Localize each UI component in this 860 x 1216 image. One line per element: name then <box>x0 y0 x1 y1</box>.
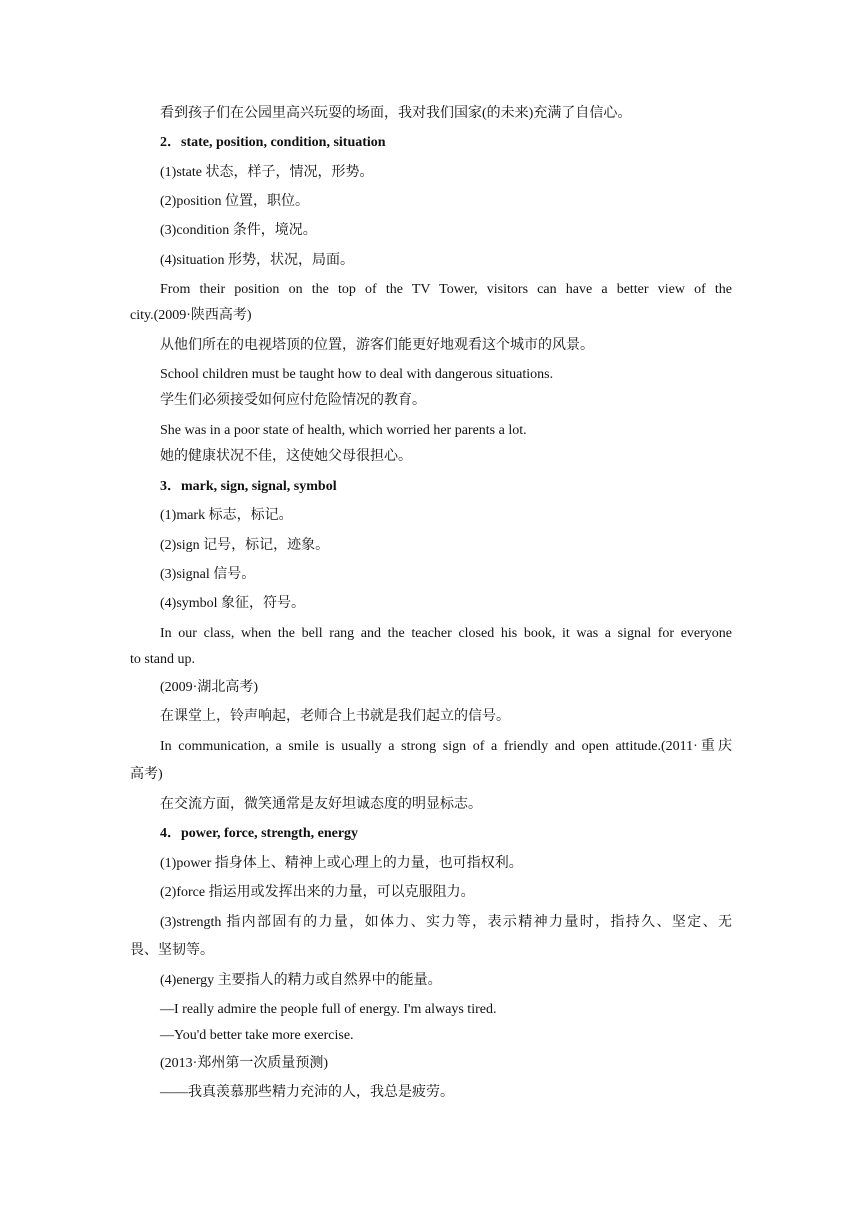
section-heading-4: 4．power, force, strength, energy <box>160 826 359 841</box>
section-heading-3: 3．mark, sign, signal, symbol <box>160 479 337 494</box>
definition-mark: (1)mark 标志，标记。 <box>160 508 293 523</box>
example-source: (2009·湖北高考) <box>160 680 258 695</box>
definition-strength-cont: 畏、坚韧等。 <box>130 943 214 958</box>
dialogue-line: —I really admire the people full of energy. I'm always tired. <box>160 1002 497 1017</box>
definition-signal: (3)signal 信号。 <box>160 567 256 582</box>
example-translation: 在课堂上，铃声响起，老师合上书就是我们起立的信号。 <box>160 709 510 724</box>
example-translation: 从他们所在的电视塔顶的位置，游客们能更好地观看这个城市的风景。 <box>160 338 594 353</box>
example-sentence-cont: to stand up. <box>130 652 195 667</box>
definition-sign: (2)sign 记号，标记，迹象。 <box>160 538 330 553</box>
definition-power: (1)power 指身体上、精神上或心理上的力量，也可指权利。 <box>160 856 523 871</box>
definition-state: (1)state 状态，样子，情况，形势。 <box>160 165 374 180</box>
definition-energy: (4)energy 主要指人的精力或自然界中的能量。 <box>160 973 442 988</box>
section-heading-2: 2．state, position, condition, situation <box>160 135 386 150</box>
example-source: (2013·郑州第一次质量预测) <box>160 1056 328 1071</box>
example-sentence: School children must be taught how to deal with dangerous situations. <box>160 367 554 382</box>
example-translation: 在交流方面，微笑通常是友好坦诚态度的明显标志。 <box>160 797 482 812</box>
example-sentence: She was in a poor state of health, which worried her parents a lot. <box>160 423 527 438</box>
definition-condition: (3)condition 条件，境况。 <box>160 223 317 238</box>
definition-position: (2)position 位置，职位。 <box>160 194 309 209</box>
definition-symbol: (4)symbol 象征，符号。 <box>160 596 306 611</box>
example-translation: 学生们必须接受如何应付危险情况的教育。 <box>160 393 426 408</box>
example-source: 高考) <box>130 767 163 782</box>
sentence-translation: 看到孩子们在公园里高兴玩耍的场面，我对我们国家(的未来)充满了自信心。 <box>160 106 632 121</box>
example-sentence: From their position on the top of the TV Tower, visitors can have a better view of the <box>160 282 732 297</box>
example-sentence: In our class, when the bell rang and the teacher closed his book, it was a signal for everyone <box>160 626 732 641</box>
example-sentence: In communication, a smile is usually a strong sign of a friendly and open attitude.(2011·重庆 <box>160 739 732 754</box>
dialogue-line: —You'd better take more exercise. <box>160 1028 354 1043</box>
example-source: city.(2009·陕西高考) <box>130 308 252 323</box>
example-translation: 她的健康状况不佳，这使她父母很担心。 <box>160 449 412 464</box>
definition-strength: (3)strength 指内部固有的力量，如体力、实力等，表示精神力量时，指持久、坚定、无 <box>160 915 732 930</box>
dialogue-translation: ——我真羡慕那些精力充沛的人，我总是疲劳。 <box>160 1085 454 1100</box>
definition-force: (2)force 指运用或发挥出来的力量，可以克服阻力。 <box>160 885 475 900</box>
definition-situation: (4)situation 形势，状况，局面。 <box>160 253 355 268</box>
